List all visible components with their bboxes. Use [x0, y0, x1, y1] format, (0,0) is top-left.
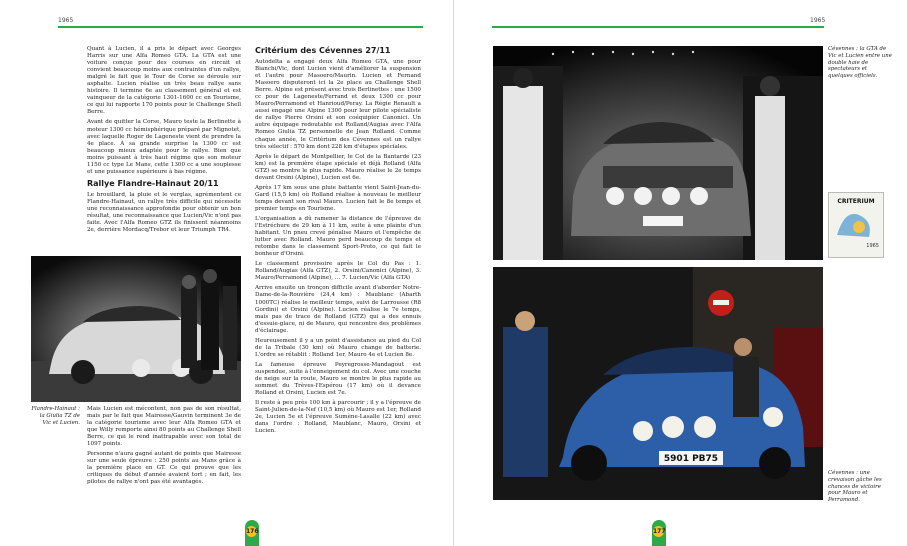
column-1-text-continued: [87, 406, 241, 490]
paragraph: Quant à Lucien, il a pris le départ avec Georges Harris sur une Alfa Romeo GTA. La GTA est une voiture conçue pour des courses en circuit et convient beaucoup moins aux contraintes d'un rallye, malgré le fait que le Tour de Corse se déroule sur asphalte. Lucien réalise un très beau rallye sans histoire. Il termine 6e au classement général et est vainqueur de la catégorie 1301-1600 cc en Tourisme, ce qui lui rapporte 170 points pour le Challenge Shell Berre.: [87, 46, 241, 116]
paragraph: Le classement provisoire après le Col du Pas : 1. Rolland/Augias (Alfa GTZ), 2. Orsini/Canonici (Alpine), 3. Mauro/Perramond (Alpine), … 7. Lucien/Vic (Alfa GTA): [255, 261, 421, 282]
photo-cevennes-alpine-image: [493, 267, 823, 500]
photo-caption-bottom: Cévennes : une crevaison gâche les chances de victoire pour Mauro et Perramond.: [828, 470, 882, 504]
paragraph: L'organisation a dû ramener la distance de l'épreuve de l'Estréchure de 29 km à 11 km, suite à une plainte d'un habitant. Un pneu crevé pénalise Mauro et l'empêche de lutter avec Rolland. Mauro perd beaucoup de temps et retombe dans le classement Sport-Proto, ce qui fait le bonheur d'Orsini.: [255, 215, 421, 258]
column-2-text: [255, 46, 421, 438]
photo-cevennes-gta-image: [493, 46, 823, 260]
paragraph: Après le départ de Montpellier, le Col de la Bantarde (23 km) est la première étape spéciale et déjà Rolland (Alfa GTZ) se montre le plus rapide. Mauro réalise le 2e temps devant Orsini (Alpine), Lucien est 6e.: [255, 153, 421, 181]
photo-caption-top: Cévennes : la GTA de Vic et Lucien entre une double haie de spectateurs et quelques officiels.: [828, 46, 892, 80]
page-number-right: [652, 520, 666, 546]
section-title-flandre-hainaut: Rallye Flandre-Hainaut 20/11: [87, 178, 219, 188]
column-1-text: [87, 46, 241, 237]
paragraph: Avant de quitter la Corse, Mauro teste la Berlinette à moteur 1300 cc hémisphérique préparé par Mignotet, avec laquelle Roger de Lageneste vient de prendre la 4e place. À sa grande surprise la 1300 cc est beaucoup mieux adaptée pour le rallye. Bien que moins puissant à très haut régime que son moteur 1150 cc type Le Mans, cette 1300 cc a une souplesse et une puissance supérieure à bas régime.: [87, 119, 241, 175]
page-number-left: [245, 520, 259, 546]
paragraph: Après 17 km sous une pluie battante vient Saint-Jean-du-Gard (15,5 km) où Rolland réalise à nouveau le meilleur temps devant son rival Mauro. Lucien fait le 8e temps et premier temps en Tourisme.: [255, 184, 421, 212]
paragraph: Arrive ensuite un tronçon difficile avant d'aborder Notre-Dame-de-la-Rouvière (24,4 km) : Maublanc (Abarth 1000TC) réalise le meilleur temps, suivi de Larrousse (R8 Gordini) et Orsini (Alpine). Lucien réalise le 7e temps, mais pas de trace de Rolland (GTZ) qui a des ennuis d'essuie-glace, ni de Mauro, qui rencontre des problèmes d'éclairage.: [255, 285, 421, 334]
running-header-year: 1965: [810, 17, 826, 24]
program-illustration: [829, 205, 883, 243]
photo-flandre-hainaut-image: [31, 256, 241, 402]
page-number-right-label: 177: [653, 528, 666, 535]
right-page: [453, 0, 907, 546]
paragraph: Heureusement il y a un point d'assistance au pied du Col de la Tribale (30 km) où Mauro change de batterie. L'ordre se rétablit : Rolland 1er, Mauro 4e et Lucien 8e.: [255, 337, 421, 358]
criterium-program-cover: [828, 192, 884, 258]
running-header-year: 1965: [58, 17, 74, 24]
photo-cevennes-gta: [493, 46, 823, 260]
paragraph: Mais Lucien est mécontent, non pas de son résultat, mais par le fait que Mairesse/Gauvin terminent 3e de la catégorie tourisme avec leur Alfa Romeo GTA et que Willy remporte ainsi 80 points au Challenge Shell Berre, ce qui le rend inattrapable avec son total de 1097 points.: [87, 406, 241, 448]
photo-cevennes-alpine: [493, 267, 823, 500]
paragraph: Le brouillard, la pluie et le verglas, agrémentent ce Flandre-Hainaut, un rallye très difficile qui nécessite une reconnaissance approfondie pour obtenir un bon résultat, une reconnaissance que Lucien/Vic n'ont pas faite. Avec l'Alfa Romeo GTZ ils finissent néanmoins 2e, derrière Mordacq/Trebor et leur Triumph TR4.: [87, 191, 241, 234]
paragraph: Il reste à peu près 100 km à parcourir ; il y a l'épreuve de Saint-Julien-de-la-Nef (10,5 km) où Mauro est 1er, Rolland 2e, Lucien 5e et l'épreuve Sumène-Lasalle (22 km) avec dans l'ordre : Rolland, Maublanc, Mauro, Orsini et Lucien.: [255, 400, 421, 435]
photo-flandre-hainaut: [31, 256, 241, 402]
program-title: CRITERIUM: [837, 198, 875, 205]
license-plate: 5901 PB75: [663, 454, 719, 464]
paragraph: Autodelta a engagé deux Alfa Romeo GTA, une pour Bianchi/Vic, dont Lucien vient d'améliorer la suspension et l'autre pour Masoero/Maurin. Lucien et Fernand Masoero disputeront ici la 2e place au Challenge Shell Berre. Alpine est présent avec trois Berlinettes : une 1500 cc pour de Lageneste/Ferrand et deux 1300 cc pour Mauro/Perramond et Hanrioud/Peray. La Régie Renault a aussi engagé une Alpine 1300 pour leur pilote spécialiste de rallye Pierre Orsini et son coéquipier Canonici. Un autre équipage redoutable est Rolland/Augias avec l'Alfa Romeo Giulia TZ personnelle de Jean Rolland. Comme chaque année, le Critérium des Cévennes est un rallye très sélectif : 570 km dont 228 km d'étapes spéciales.: [255, 59, 421, 150]
section-title-cevennes: Critérium des Cévennes 27/11: [255, 46, 391, 55]
paragraph: Personne n'aura gagné autant de points que Mairesse sur une seule épreuve : 250 points au Mans grâce à la première place en GT. Ce qui prouve que les critiques du début d'année avaient tort ; en fait, les pilotes de rallye n'ont pas été avantagés.: [87, 451, 241, 486]
program-year: 1965: [866, 243, 879, 249]
paragraph: La fameuse épreuve Peyregrosse-Mandagout est suspendue, suite à l'enneigement du col. Avec une couche de neige sur la route, Mauro se montre le plus rapide au sommet du Trèves-l'Espérou (17 km) où il devance Rolland et Orsini, Lucien est 7e.: [255, 361, 421, 397]
header-rule: [492, 26, 824, 28]
header-rule: [58, 26, 423, 28]
page-number-left-label: 176: [246, 528, 259, 535]
photo-caption-flandre: Flandre-Hainaut : la Giulia TZ de Vic et Lucien.: [31, 406, 80, 426]
left-page: [0, 0, 453, 546]
